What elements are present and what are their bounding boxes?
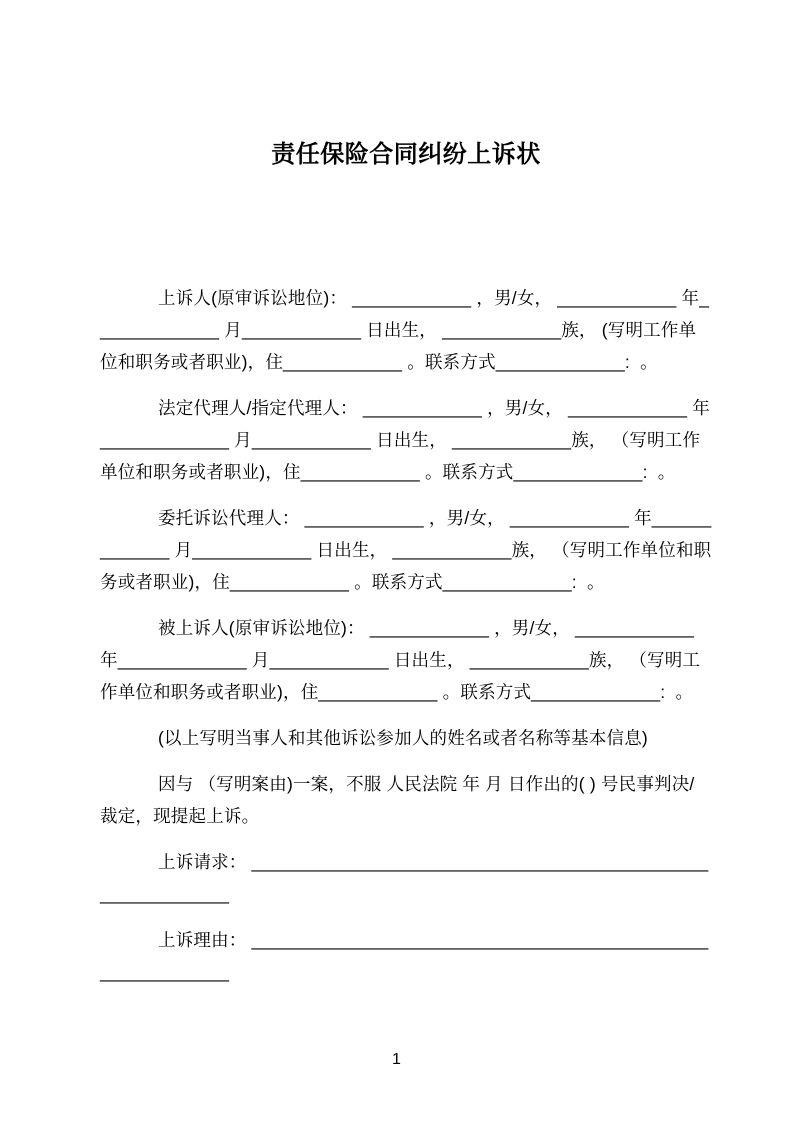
- paragraph-appeal-request: 上诉请求： ___________________________________________________________: [100, 852, 709, 904]
- document-content: [100, 0, 712, 1002]
- paragraph-appellant: 上诉人(原审诉讼地位)： ____________ ，男/女， ____________ 年_____________ 月____________ 日出生， ____________族， (写明工作单位和职务或者职业)，住____________ 。联系方式_____________: 。: [100, 288, 710, 372]
- document-title: 责任保险合同纠纷上诉状: [271, 141, 541, 168]
- paragraph-legal-agent: 法定代理人/指定代理人： ____________ ，男/女， ____________ 年_____________ 月____________ 日出生， ____________族， （写明工作单位和职务或者职业)，住____________ 。联系方式_____________: 。: [100, 398, 710, 482]
- paragraph-attorney: 委托诉讼代理人： ____________ ，男/女， ____________ 年_____________ 月____________ 日出生， ____________族， （写明工作单位和职务或者职业)，住____________ 。联系方式_____________: 。: [100, 508, 712, 592]
- paragraph-parties-note: (以上写明当事人和其他诉讼参加人的姓名或者名称等基本信息): [158, 728, 648, 748]
- paragraph-appellee: 被上诉人(原审诉讼地位)： ____________ ，男/女， ____________ 年_____________ 月____________ 日出生， ____________族， （写明工作单位和职务或者职业)，住____________ 。联系方式_____________: 。: [100, 618, 701, 702]
- page-number: 1: [392, 1051, 401, 1068]
- paragraph-appeal-grounds: 上诉理由： ___________________________________________________________: [100, 930, 709, 982]
- document-body: [100, 170, 712, 988]
- paragraph-case-cause: 因与 （写明案由)一案，不服 人民法院 年 月 日作出的( ) 号民事判决/裁定，现提起上诉。: [100, 774, 695, 826]
